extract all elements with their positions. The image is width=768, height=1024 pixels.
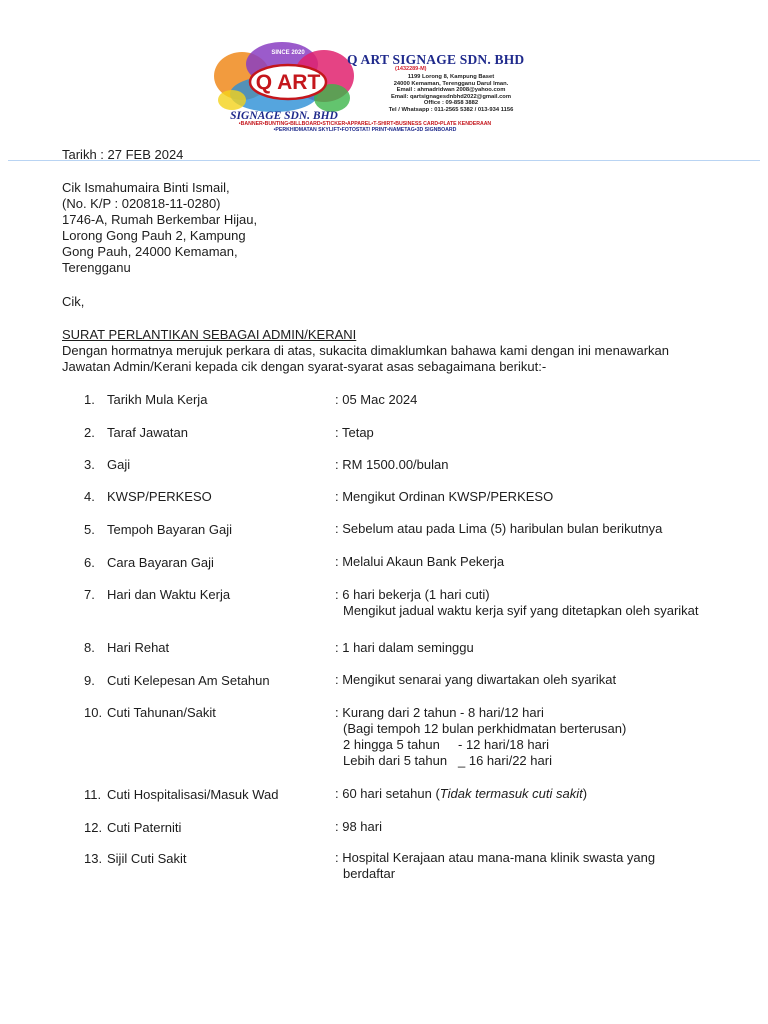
item-number: 4.	[84, 489, 95, 504]
item-number: 2.	[84, 425, 95, 440]
company-logo	[212, 38, 358, 122]
services-list	[189, 121, 541, 133]
item-value: : 05 Mac 2024	[335, 392, 418, 407]
address-line: 24000 Kemaman, Terengganu Darul Iman.	[393, 80, 509, 87]
item-value: : Sebelum atau pada Lima (5) haribulan bulan berikutnya	[335, 521, 663, 536]
item-value: : 1 hari dalam seminggu	[335, 640, 474, 655]
item-value	[335, 587, 699, 619]
item-value-line: : Kurang dari 2 tahun - 8 hari/12 hari	[335, 705, 544, 720]
item-number: 11.	[84, 787, 102, 802]
item-number: 6.	[84, 555, 95, 570]
leave-entitlement: - 12 hari/18 hari	[458, 737, 550, 752]
address-line: Tel / Whatsapp : 011-2565 5382 / 013-934 1156	[388, 106, 514, 113]
item-value: : 98 hari	[335, 819, 382, 834]
item-value-line: Mengikut jadual waktu kerja syif yang ditetapkan oleh syarikat	[343, 603, 699, 618]
item-value	[335, 850, 655, 882]
item-label: Hari Rehat	[107, 640, 170, 655]
company-address	[366, 74, 536, 114]
item-label: Cuti Tahunan/Sakit	[107, 705, 216, 720]
item-number: 10.	[84, 705, 103, 720]
item-value: : Mengikut Ordinan KWSP/PERKESO	[335, 489, 554, 504]
item-value	[335, 786, 587, 802]
address-line: Office : 09-858 3882	[423, 100, 479, 107]
logo-qart-text: Q ART	[255, 71, 321, 94]
item-label: Tempoh Bayaran Gaji	[107, 522, 233, 537]
item-label: Cuti Kelepesan Am Setahun	[107, 673, 270, 688]
item-number: 12.	[84, 820, 103, 835]
item-label: KWSP/PERKESO	[107, 489, 212, 504]
item-label: Tarikh Mula Kerja	[107, 392, 208, 407]
letter-date: Tarikh : 27 FEB 2024	[62, 147, 184, 162]
letter-subject: SURAT PERLANTIKAN SEBAGAI ADMIN/KERANI	[62, 327, 357, 342]
item-value: : Tetap	[335, 425, 374, 440]
address-line: 1199 Lorong 8, Kampung Baset	[407, 74, 495, 80]
item-value-line: : 6 hari bekerja (1 hari cuti)	[335, 587, 490, 602]
item-value-line: berdaftar	[343, 866, 396, 881]
services-line: •BANNER•BUNTING•BILLBOARD•STICKER•APPAREL•T-SHIRT•BUSINESS CARD•PLATE KENDERAAN	[238, 121, 492, 127]
item-label: Cuti Hospitalisasi/Masuk Wad	[107, 787, 279, 802]
service-period: Lebih dari 5 tahun	[343, 753, 448, 768]
item-value-line	[335, 737, 626, 753]
item-label: Hari dan Waktu Kerja	[107, 587, 231, 602]
item-value-italic: Tidak termasuk cuti sakit	[439, 786, 583, 801]
intro-line: Dengan hormatnya merujuk perkara di atas, sukacita dimaklumkan bahawa kami dengan ini menawarkan	[62, 343, 669, 358]
logo-signage-text: SIGNAGE SDN. BHD	[230, 110, 338, 122]
recipient-line: (No. K/P : 020818-11-0280)	[62, 196, 221, 211]
item-value: : Mengikut senarai yang diwartakan oleh syarikat	[335, 672, 617, 687]
intro-line: Jawatan Admin/Kerani kepada cik dengan syarat-syarat asas sebagaimana berikut:-	[62, 359, 547, 374]
service-period: 2 hingga 5 tahun	[343, 737, 440, 752]
company-registration: (1432289-M)	[395, 66, 427, 72]
item-number: 5.	[84, 522, 95, 537]
item-label: Gaji	[107, 457, 131, 472]
item-value-line	[335, 753, 626, 769]
recipient-line: Lorong Gong Pauh 2, Kampung	[62, 228, 246, 243]
item-value-line: : Hospital Kerajaan atau mana-mana klinik swasta yang	[335, 850, 656, 865]
item-number: 7.	[84, 587, 95, 602]
item-value: : Melalui Akaun Bank Pekerja	[335, 554, 505, 569]
item-value-line: (Bagi tempoh 12 bulan perkhidmatan berterusan)	[343, 721, 627, 736]
recipient-line: Gong Pauh, 24000 Kemaman,	[62, 244, 238, 259]
recipient-line: Terengganu	[62, 260, 131, 275]
recipient-line: 1746-A, Rumah Berkembar Hijau,	[62, 212, 258, 227]
item-label: Cara Bayaran Gaji	[107, 555, 214, 570]
item-value: : RM 1500.00/bulan	[335, 457, 449, 472]
address-line: Email: qartsignagesdnbhd2022@gmail.com	[390, 93, 511, 100]
item-label: Sijil Cuti Sakit	[107, 851, 187, 866]
item-value-text: : 60 hari setahun (	[335, 786, 440, 801]
recipient-address	[62, 180, 257, 276]
item-label: Cuti Paterniti	[107, 820, 182, 835]
leave-entitlement: _ 16 hari/22 hari	[458, 753, 552, 768]
services-line: •PERKHIDMATAN SKYLIFT•FOTOSTAT/ PRINT•NAMETAG•3D SIGNBOARD	[273, 127, 457, 133]
item-number: 3.	[84, 457, 95, 472]
company-name: Q ART SIGNAGE SDN. BHD	[347, 52, 525, 67]
address-line: Email : ahmadridwan 2008@yahoo.com	[396, 87, 506, 94]
item-number: 9.	[84, 673, 95, 688]
logo-since-text: SINCE 2020	[271, 50, 305, 56]
item-value	[335, 705, 626, 769]
recipient-line: Cik Ismahumaira Binti Ismail,	[62, 180, 230, 195]
item-number: 13.	[84, 851, 103, 866]
item-number: 8.	[84, 640, 95, 655]
item-value-text: )	[582, 786, 588, 801]
item-label: Taraf Jawatan	[107, 425, 188, 440]
letter-intro	[62, 343, 742, 375]
item-number: 1.	[84, 392, 95, 407]
salutation: Cik,	[62, 294, 85, 309]
